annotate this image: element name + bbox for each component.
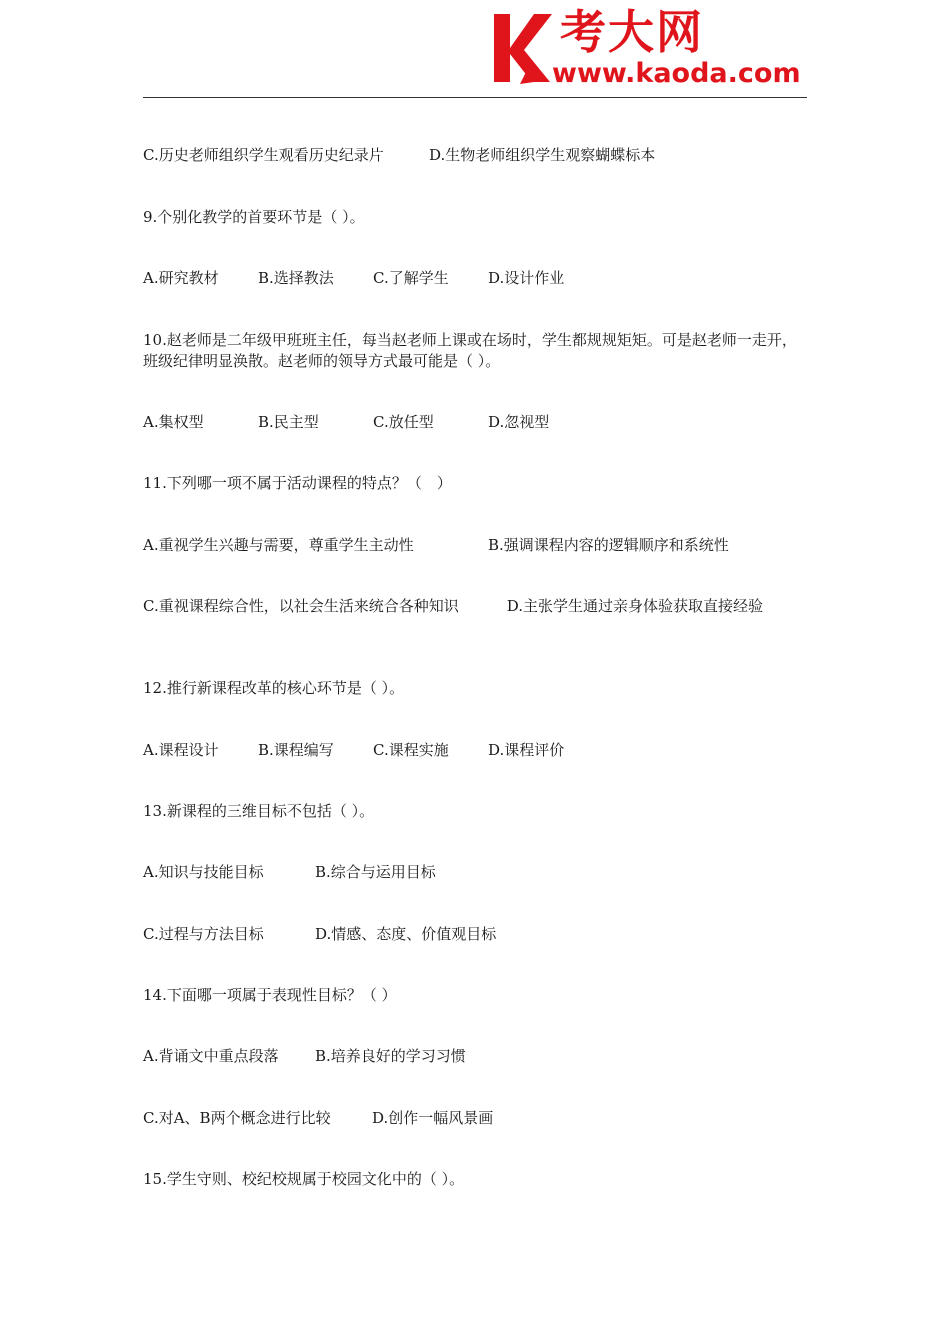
q9-option-c: C.了解学生 [373,269,449,287]
q12-option-a: A.课程设计 [143,741,219,759]
q8-option-c: C.历史老师组织学生观看历史纪录片 [143,146,384,164]
q11-stem: 11.下列哪一项不属于活动课程的特点？（ ） [143,474,452,492]
q14-options-ab [143,1046,466,1067]
q10-option-a: A.集权型 [143,413,204,431]
q13-stem: 13.新课程的三维目标不包括（ ）。 [143,802,375,820]
q14-stem: 14.下面哪一项属于表现性目标？（ ） [143,986,397,1004]
q10-option-d: D.忽视型 [488,413,550,431]
header-divider [143,97,807,98]
q13-option-a: A.知识与技能目标 [143,863,264,881]
q14-option-c: C.对A、B两个概念进行比较 [143,1109,331,1127]
q9-option-a: A.研究教材 [143,269,219,287]
q11-options-cd [143,596,808,617]
q10-option-c: C.放任型 [373,413,434,431]
q14-option-d: D.创作一幅风景画 [372,1109,494,1127]
q15-stem: 15.学生守则、校纪校规属于校园文化中的（ ）。 [143,1170,465,1188]
q12-options [143,740,564,761]
q12-option-d: D.课程评价 [488,741,565,759]
k-logo-icon [490,8,554,86]
q10-option-b: B.民主型 [258,413,319,431]
q13-options-ab [143,862,436,883]
q11-option-d: D.主张学生通过亲身体验获取直接经验 [506,597,763,615]
q14-option-a: A.背诵文中重点段落 [143,1047,279,1065]
q8-option-d: D.生物老师组织学生观察蝴蝶标本 [429,146,656,164]
q14-options-cd [143,1108,493,1129]
logo-title: 考大网 [560,5,704,59]
q13-option-c: C.过程与方法目标 [143,925,264,943]
q11-option-c: C.重视课程综合性，以社会生活来统合各种知识 [143,597,459,615]
q8-options-cd [143,145,655,166]
logo-url: www.kaoda.com [552,58,801,89]
q14-option-b: B.培养良好的学习习惯 [315,1047,466,1065]
q13-option-d: D.情感、态度、价值观目标 [315,925,497,943]
page-header [0,0,950,100]
q11-options-ab [143,535,729,556]
q12-option-c: C.课程实施 [373,741,449,759]
q12-option-b: B.课程编写 [258,741,334,759]
q9-option-b: B.选择教法 [258,269,334,287]
q11-option-a: A.重视学生兴趣与需要，尊重学生主动性 [143,536,414,554]
q11-option-b: B.强调课程内容的逻辑顺序和系统性 [488,536,729,554]
q9-options [143,268,564,289]
q10-options [143,412,549,433]
q13-options-cd [143,924,496,945]
kaoda-logo [490,5,810,92]
q9-stem: 9.个别化教学的首要环节是（ ）。 [143,208,365,226]
q9-option-d: D.设计作业 [488,269,565,287]
q13-option-b: B.综合与运用目标 [315,863,436,881]
q12-stem: 12.推行新课程改革的核心环节是（ ）。 [143,679,405,697]
q10-stem: 10.赵老师是二年级甲班班主任，每当赵老师上课或在场时，学生都规规矩矩。可是赵老师一走开，班级纪律明显涣散。赵老师的领导方式最可能是（ ）。 [143,331,797,370]
